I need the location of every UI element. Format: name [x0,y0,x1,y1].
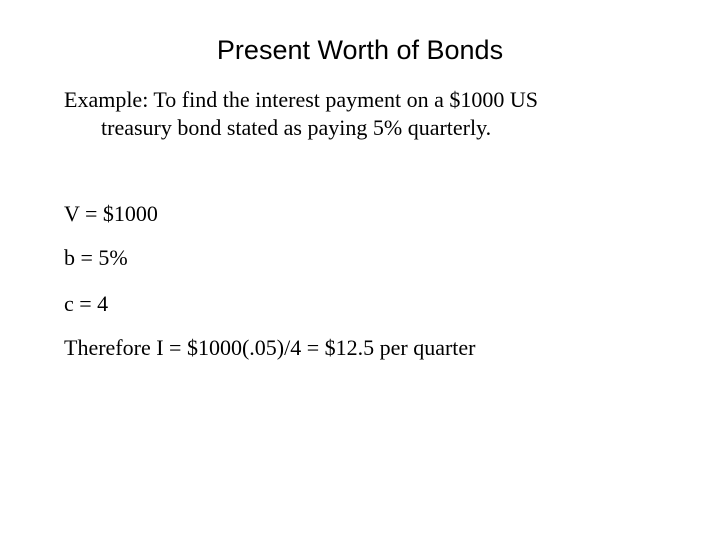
result-statement: Therefore I = $1000(.05)/4 = $12.5 per quarter [64,335,476,360]
example-line-2: treasury bond stated as paying 5% quarterly. [101,115,492,140]
variable-v: V = $1000 [64,201,158,226]
example-paragraph [64,86,684,142]
slide-title: Present Worth of Bonds [216,35,504,65]
variable-b: b = 5% [64,245,128,270]
example-line-1: Example: To find the interest payment on a $1000 US [64,87,539,112]
variable-c: c = 4 [64,291,109,316]
